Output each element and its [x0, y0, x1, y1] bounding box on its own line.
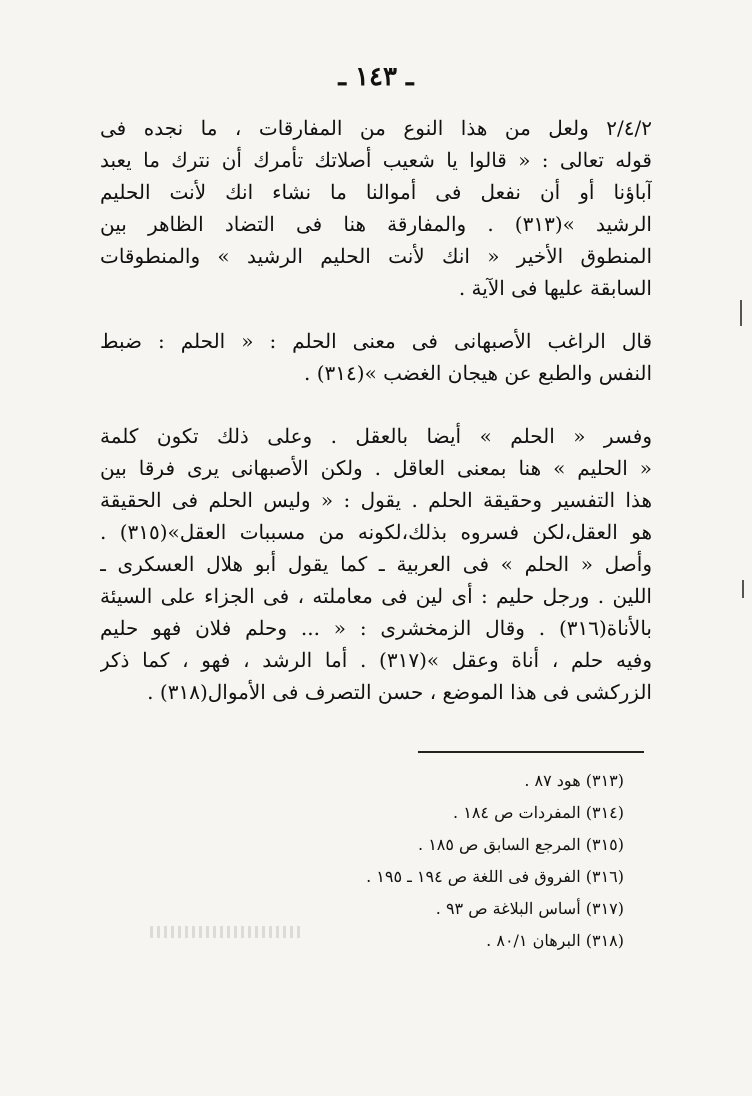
footnote-item: (٣١٤) المفردات ص ١٨٤ . — [453, 803, 624, 822]
text-line: آباؤنا أو أن نفعل فى أموالنا ما نشاء انك لأنت الحليم — [100, 180, 652, 204]
text-line: المنطوق الأخير « انك لأنت الحليم الرشيد » والمنطوقات — [100, 244, 652, 268]
paragraph-2 — [100, 325, 652, 389]
text-line: « الحليم » هنا بمعنى العاقل . ولكن الأصبهانى يرى فرقا بين — [100, 456, 652, 480]
page-number: ـ ١٤٣ ـ — [338, 62, 414, 92]
text-line: وفسر « الحلم » أيضا بالعقل . وعلى ذلك تكون كلمة — [100, 424, 652, 448]
footnote-item: (٣١٧) أساس البلاغة ص ٩٣ . — [435, 899, 624, 918]
footnote-item: (٣١٣) هود ٨٧ . — [524, 771, 624, 790]
text-line: وأصل « الحلم » فى العربية ـ كما يقول أبو هلال العسكرى ـ — [100, 552, 652, 576]
text-line: قوله تعالى : « قالوا يا شعيب أصلاتك تأمرك أن نترك ما يعبد — [100, 148, 652, 172]
footnote-item: (٣١٨) البرهان ٨٠/١ . — [486, 931, 624, 950]
footnote-item: (٣١٥) المرجع السابق ص ١٨٥ . — [418, 835, 624, 854]
text-line: اللين . ورجل حليم : أى لين فى معاملته ، فى الجزاء على السيئة — [100, 584, 652, 608]
footnote-item: (٣١٦) الفروق فى اللغة ص ١٩٤ ـ ١٩٥ . — [366, 867, 624, 886]
scan-artifact — [742, 580, 744, 598]
text-line: بالأناة(٣١٦) . وقال الزمخشرى : « ... وحلم فلان فهو حليم — [100, 616, 652, 640]
text-line: الزركشى فى هذا الموضع ، حسن التصرف فى الأموال(٣١٨) . — [147, 680, 652, 704]
text-line: الرشيد »(٣١٣) . والمفارقة هنا فى التضاد الظاهر بين — [100, 212, 652, 236]
footnote-separator — [418, 751, 644, 753]
text-line: هذا التفسير وحقيقة الحلم . يقول : « وليس الحلم فى الحقيقة — [100, 488, 652, 512]
paragraph-3 — [100, 420, 652, 708]
text-line: هو العقل،لكن فسروه بذلك،لكونه من مسببات العقل»(٣١٥) . — [100, 520, 652, 544]
scan-noise — [150, 926, 300, 938]
text-line: وفيه حلم ، أناة وعقل »(٣١٧) . أما الرشد ، فهو ، كما ذكر — [100, 648, 652, 672]
text-line: قال الراغب الأصبهانى فى معنى الحلم : « الحلم : ضبط — [100, 329, 652, 353]
text-line: ٢/٤/٢ ولعل من هذا النوع من المفارقات ، ما نجده فى — [100, 116, 652, 140]
text-line: النفس والطبع عن هيجان الغضب »(٣١٤) . — [304, 361, 652, 385]
scan-artifact — [740, 300, 742, 326]
text-line: السابقة عليها فى الآية . — [458, 276, 652, 300]
paragraph-1 — [100, 112, 652, 304]
